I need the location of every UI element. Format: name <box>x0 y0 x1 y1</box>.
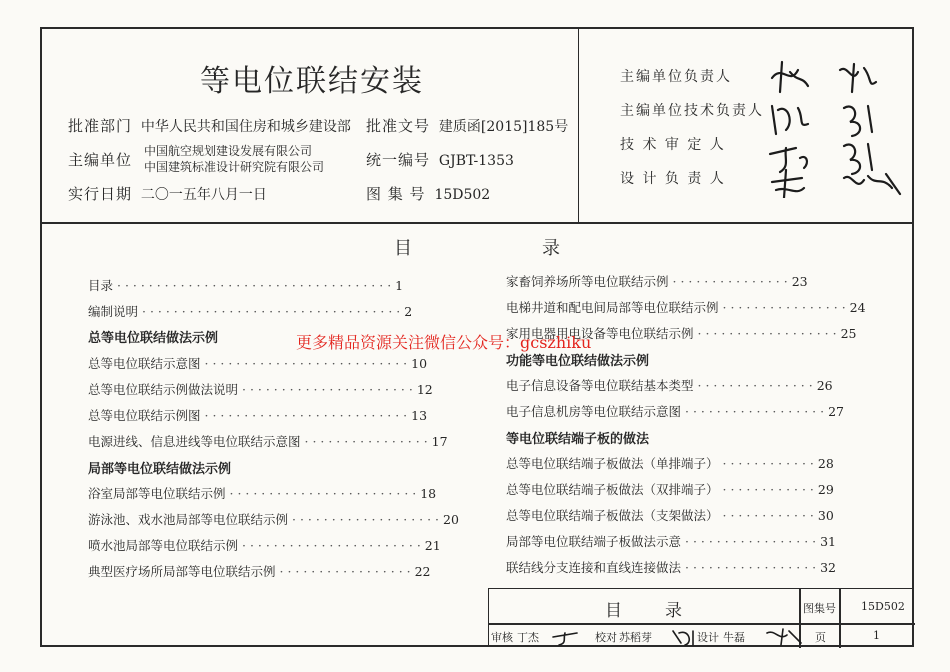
chief-unit-line2: 中国建筑标准设计研究院有限公司 <box>144 160 325 174</box>
toc-item-page: 20 <box>443 512 459 527</box>
toc-item-text: 电子信息设备等电位联结基本类型 <box>506 378 694 393</box>
toc-leader-dots: · · · · · · · · · · · · · · · · · · <box>697 326 837 341</box>
toc-item-page: 10 <box>411 356 428 371</box>
toc-item-text: 局部等电位联结端子板做法示意 <box>506 534 682 549</box>
page-title: 等电位联结安装 <box>200 64 424 99</box>
toc-leader-dots: · · · · · · · · · · · · · · · · · · · · · · · · · · · · · · · · · · · <box>117 278 392 293</box>
approval-dept <box>68 117 351 136</box>
impl-date-label: 实行日期 <box>68 185 133 203</box>
chief-unit-line1: 中国航空规划建设发展有限公司 <box>144 144 313 158</box>
toc-item-text: 电源进线、信息进线等电位联结示意图 <box>88 434 301 449</box>
toc-item[interactable] <box>88 432 448 450</box>
toc-item-text: 总等电位联结端子板做法（双排端子） <box>506 482 719 497</box>
check-name: 苏稻芽 <box>619 631 652 644</box>
atlas-no-value: 15D502 <box>434 187 491 203</box>
toc-item-text: 喷水池局部等电位联结示例 <box>88 538 239 553</box>
approval-dept-value: 中华人民共和国住房和城乡建设部 <box>140 119 351 135</box>
toc-item-text: 浴室局部等电位联结示例 <box>88 486 226 501</box>
toc-item-text: 编制说明 <box>88 304 139 319</box>
toc-item[interactable] <box>88 510 459 528</box>
title-block-title-left: 目 <box>605 601 622 621</box>
toc-item-page: 12 <box>416 382 433 397</box>
toc-item-text: 电梯井道和配电间局部等电位联结示例 <box>506 300 719 315</box>
toc-item-page: 13 <box>411 408 428 423</box>
unified-no <box>366 151 514 170</box>
toc-item-text: 总等电位联结示例图 <box>88 408 201 423</box>
toc-item[interactable] <box>88 536 441 554</box>
toc-leader-dots: · · · · · · · · · · · · · · · · · <box>685 560 817 575</box>
title-block-atlas-value: 15D502 <box>861 600 905 613</box>
toc-item-text: 总等电位联结示例做法说明 <box>88 382 239 397</box>
toc-leader-dots: · · · · · · · · · · · · · · · · · <box>685 534 817 549</box>
toc-item[interactable] <box>506 272 808 290</box>
design-name: 牛磊 <box>723 631 745 644</box>
toc-item[interactable] <box>506 376 833 394</box>
toc-item-page: 26 <box>816 378 833 393</box>
toc-section-heading: 功能等电位联结做法示例 <box>506 354 650 369</box>
page-number: 1 <box>873 629 880 642</box>
toc-item-text: 联结线分支连接和直线连接做法 <box>506 560 682 575</box>
toc-item-page: 31 <box>820 534 837 549</box>
toc-item-page: 25 <box>840 326 857 341</box>
title-block-col-divider <box>839 589 841 648</box>
toc-leader-dots: · · · · · · · · · · · · <box>722 508 814 523</box>
title-block-atlas-label: 图集号 <box>803 602 836 615</box>
unified-no-value: GJBT-1353 <box>438 153 514 169</box>
toc-item-text: 总等电位联结端子板做法（支架做法） <box>506 508 719 523</box>
toc-item-page: 29 <box>817 482 834 497</box>
toc-item-page: 17 <box>431 434 448 449</box>
toc-item-page: 22 <box>414 564 431 579</box>
toc-leader-dots: · · · · · · · · · · · · · · · · · · <box>685 404 825 419</box>
review-name: 丁杰 <box>517 631 539 644</box>
title-block-signatures-image <box>547 625 807 647</box>
toc-item[interactable] <box>88 276 403 294</box>
chief-unit-label-wrap <box>68 151 132 170</box>
toc-leader-dots: · · · · · · · · · · · · · · · · · · · · · · · · · · <box>204 408 408 423</box>
responsible-row-2: 主编单位技术负责人 <box>620 103 764 119</box>
page-label: 页 <box>815 631 826 644</box>
toc-item-text: 家用电器用电设备等电位联结示例 <box>506 326 694 341</box>
responsible-row-1: 主编单位负责人 <box>620 69 732 85</box>
toc-item-text: 典型医疗场所局部等电位联结示例 <box>88 564 276 579</box>
toc-item[interactable] <box>506 480 834 498</box>
approval-dept-label: 批准部门 <box>68 117 133 135</box>
toc-item-page: 32 <box>820 560 837 575</box>
toc-item[interactable] <box>88 354 427 372</box>
toc-item-text: 家畜饲养场所等电位联结示例 <box>506 274 669 289</box>
header-divider <box>40 222 914 224</box>
toc-item-page: 1 <box>395 278 404 293</box>
toc-title-right: 录 <box>542 238 560 259</box>
toc-leader-dots: · · · · · · · · · · · · · · · · · <box>279 564 411 579</box>
toc-section-heading: 总等电位联结做法示例 <box>88 331 219 346</box>
approval-doc <box>366 117 568 136</box>
toc-item-page: 21 <box>424 538 441 553</box>
toc-item-page: 28 <box>817 456 834 471</box>
toc-item[interactable] <box>88 380 433 398</box>
toc-item[interactable] <box>88 562 431 580</box>
toc-item-page: 18 <box>420 486 437 501</box>
toc-leader-dots: · · · · · · · · · · · · <box>722 456 814 471</box>
toc-item-text: 总等电位联结示意图 <box>88 356 201 371</box>
toc-item-page: 24 <box>849 300 866 315</box>
atlas-no <box>366 185 490 204</box>
toc-item[interactable] <box>506 558 836 576</box>
impl-date <box>68 185 267 204</box>
toc-leader-dots: · · · · · · · · · · · · · · · · · · · <box>292 512 440 527</box>
toc-leader-dots: · · · · · · · · · · · · <box>722 482 814 497</box>
chief-unit-label: 主编单位 <box>68 151 133 169</box>
toc-item[interactable] <box>506 506 834 524</box>
responsible-row-3: 技 术 审 定 人 <box>620 137 726 153</box>
toc-section-heading: 局部等电位联结做法示例 <box>88 462 232 477</box>
toc-item[interactable] <box>88 484 436 502</box>
toc-section-heading: 等电位联结端子板的做法 <box>506 432 650 447</box>
signatures-image <box>768 58 908 198</box>
review-label: 审核 <box>491 631 513 644</box>
toc-leader-dots: · · · · · · · · · · · · · · · · · · · · · · <box>242 382 413 397</box>
approval-doc-label: 批准文号 <box>366 117 431 135</box>
toc-item[interactable] <box>88 302 412 320</box>
toc-leader-dots: · · · · · · · · · · · · · · · · · · · · · · · · <box>229 486 417 501</box>
responsible-row-4: 设 计 负 责 人 <box>620 171 726 187</box>
toc-leader-dots: · · · · · · · · · · · · · · · <box>672 274 788 289</box>
toc-leader-dots: · · · · · · · · · · · · · · · <box>697 378 813 393</box>
toc-item-page: 30 <box>817 508 834 523</box>
toc-item-text: 电子信息机房等电位联结示意图 <box>506 404 682 419</box>
design-label: 设计 <box>697 631 719 644</box>
toc-item[interactable] <box>506 454 834 472</box>
unified-no-label: 统一编号 <box>366 151 431 169</box>
toc-title-left: 目 <box>394 238 412 259</box>
toc-leader-dots: · · · · · · · · · · · · · · · · <box>722 300 846 315</box>
check-label: 校对 <box>595 631 617 644</box>
atlas-no-label: 图 集 号 <box>366 185 426 203</box>
toc-item[interactable] <box>506 402 844 420</box>
toc-leader-dots: · · · · · · · · · · · · · · · · · · · · · · · · · · <box>204 356 408 371</box>
impl-date-value: 二〇一五年八月一日 <box>140 187 267 203</box>
chief-unit-values <box>144 143 324 175</box>
title-block-title-right: 录 <box>665 601 682 621</box>
header-vertical-divider <box>578 27 579 223</box>
toc-item-text: 总等电位联结端子板做法（单排端子） <box>506 456 719 471</box>
toc-item-text: 游泳池、戏水池局部等电位联结示例 <box>88 512 289 527</box>
toc-item[interactable] <box>88 406 427 424</box>
title-block <box>488 588 914 647</box>
approval-doc-value: 建质函[2015]185号 <box>438 119 569 135</box>
toc-item-page: 27 <box>828 404 844 419</box>
toc-item-text: 目录 <box>88 278 114 293</box>
toc-item-page: 2 <box>404 304 413 319</box>
toc-item-page: 23 <box>791 274 808 289</box>
watermark-text: 更多精品资源关注微信公众号：gcszhiku <box>296 333 592 352</box>
toc-leader-dots: · · · · · · · · · · · · · · · · · · · · · · · <box>242 538 421 553</box>
toc-item[interactable] <box>506 532 836 550</box>
toc-leader-dots: · · · · · · · · · · · · · · · · <box>304 434 428 449</box>
toc-item[interactable] <box>506 298 866 316</box>
toc-leader-dots: · · · · · · · · · · · · · · · · · · · · · · · · · · · · · · · · · <box>142 304 401 319</box>
